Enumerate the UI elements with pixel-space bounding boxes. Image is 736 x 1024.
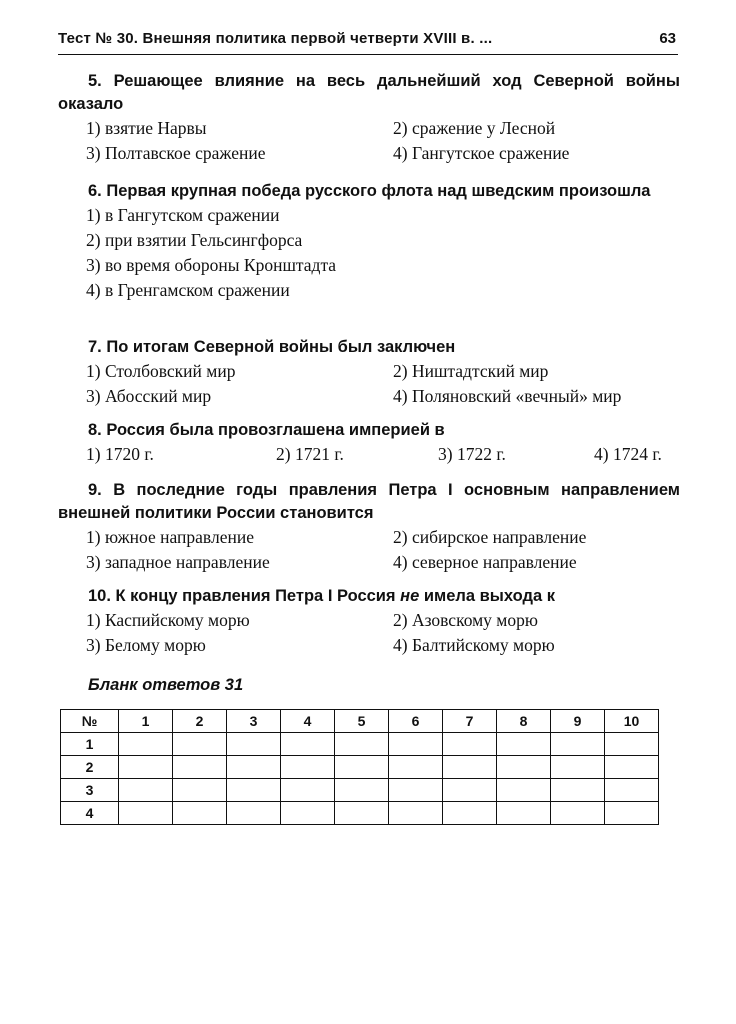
answer-cell[interactable] xyxy=(389,733,443,756)
question-text: 6. Первая крупная победа русского флота над шведским произошла xyxy=(88,182,651,200)
answer-cell[interactable] xyxy=(335,802,389,825)
question-text: 5. Решающее влияние на весь дальнейший ход Северной войны оказало xyxy=(58,72,680,113)
answer-cell[interactable] xyxy=(335,756,389,779)
answer-table-row xyxy=(61,779,659,802)
answer-cell[interactable] xyxy=(605,802,659,825)
option: 1) Каспийскому морю xyxy=(86,610,250,630)
option: 1) 1720 г. xyxy=(86,444,154,464)
option: 2) при взятии Гельсингфорса xyxy=(86,230,303,250)
answer-table-column-header: 5 xyxy=(335,710,389,733)
option: 1) южное направление xyxy=(86,527,254,547)
answer-cell[interactable] xyxy=(335,779,389,802)
option: 1) взятие Нарвы xyxy=(86,118,207,138)
answer-cell[interactable] xyxy=(551,779,605,802)
answer-table-row xyxy=(61,756,659,779)
answer-table-header-row xyxy=(61,710,659,733)
answer-cell[interactable] xyxy=(227,802,281,825)
answer-cell[interactable] xyxy=(497,756,551,779)
answer-cell[interactable] xyxy=(443,802,497,825)
answer-cell[interactable] xyxy=(497,733,551,756)
question-7 xyxy=(58,336,680,409)
answer-table-row-header: 3 xyxy=(61,779,119,802)
answer-cell[interactable] xyxy=(443,779,497,802)
option: 4) Балтийскому морю xyxy=(393,635,555,655)
option: 3) Абосский мир xyxy=(86,386,212,406)
answer-cell[interactable] xyxy=(173,802,227,825)
question-text-start: 10. К концу правления Петра I Россия xyxy=(88,587,401,605)
answer-table-column-header: 10 xyxy=(605,710,659,733)
option: 2) 1721 г. xyxy=(276,444,344,464)
answer-table-corner: № xyxy=(61,710,119,733)
answer-table-row xyxy=(61,802,659,825)
running-header xyxy=(58,30,678,55)
question-9 xyxy=(58,479,680,575)
answer-cell[interactable] xyxy=(119,733,173,756)
answer-cell[interactable] xyxy=(227,733,281,756)
answer-table-column-header: 8 xyxy=(497,710,551,733)
answer-cell[interactable] xyxy=(119,779,173,802)
option: 3) во время обороны Кронштадта xyxy=(86,255,337,275)
answer-table-row-header: 2 xyxy=(61,756,119,779)
answer-table-column-header: 2 xyxy=(173,710,227,733)
option: 2) сибирское направление xyxy=(393,527,587,547)
option: 4) северное направление xyxy=(393,552,577,572)
answer-cell[interactable] xyxy=(551,802,605,825)
option: 3) 1722 г. xyxy=(438,444,506,464)
question-text: 9. В последние годы правления Петра I основным направлением внешней политики России становится xyxy=(58,481,680,522)
question-6 xyxy=(58,180,680,303)
option: 4) Поляновский «вечный» мир xyxy=(393,386,622,406)
option: 2) Ништадтский мир xyxy=(393,361,549,381)
option: 4) 1724 г. xyxy=(594,444,662,464)
answer-cell[interactable] xyxy=(173,779,227,802)
answer-cell[interactable] xyxy=(551,733,605,756)
answer-cell[interactable] xyxy=(605,733,659,756)
answer-cell[interactable] xyxy=(497,779,551,802)
answer-table-row-header: 4 xyxy=(61,802,119,825)
answer-cell[interactable] xyxy=(281,779,335,802)
answer-table-column-header: 3 xyxy=(227,710,281,733)
page-number: 63 xyxy=(659,30,676,47)
answer-table-row xyxy=(61,733,659,756)
answer-cell[interactable] xyxy=(173,733,227,756)
answer-cell[interactable] xyxy=(389,802,443,825)
answer-cell[interactable] xyxy=(497,802,551,825)
answer-cell[interactable] xyxy=(605,756,659,779)
answer-cell[interactable] xyxy=(605,779,659,802)
answer-table-column-header: 9 xyxy=(551,710,605,733)
question-8 xyxy=(58,419,680,467)
option: 4) Гангутское сражение xyxy=(393,143,570,163)
answer-cell[interactable] xyxy=(173,756,227,779)
answer-table-column-header: 6 xyxy=(389,710,443,733)
question-text-end: имела выхода к xyxy=(419,587,556,605)
option: 3) Белому морю xyxy=(86,635,206,655)
answer-table xyxy=(60,709,659,825)
option: 2) Азовскому морю xyxy=(393,610,538,630)
option: 2) сражение у Лесной xyxy=(393,118,556,138)
answer-cell[interactable] xyxy=(119,802,173,825)
option: 1) в Гангутском сражении xyxy=(86,205,280,225)
answer-blank-title: Бланк ответов 31 xyxy=(88,676,244,694)
option: 4) в Гренгамском сражении xyxy=(86,280,290,300)
answer-cell[interactable] xyxy=(119,756,173,779)
answer-cell[interactable] xyxy=(227,779,281,802)
answer-cell[interactable] xyxy=(227,756,281,779)
answer-cell[interactable] xyxy=(335,733,389,756)
answer-table-column-header: 4 xyxy=(281,710,335,733)
question-text xyxy=(58,585,680,608)
answer-cell[interactable] xyxy=(281,802,335,825)
option: 3) Полтавское сражение xyxy=(86,143,266,163)
question-5 xyxy=(58,70,680,166)
answer-cell[interactable] xyxy=(443,733,497,756)
question-text: 7. По итогам Северной войны был заключен xyxy=(88,338,456,356)
answer-cell[interactable] xyxy=(443,756,497,779)
question-text-emphasis: не xyxy=(400,587,420,605)
answer-cell[interactable] xyxy=(281,756,335,779)
answer-table-row-header: 1 xyxy=(61,733,119,756)
answer-table-column-header: 7 xyxy=(443,710,497,733)
header-title: Тест № 30. Внешняя политика первой четверти XVIII в. ... xyxy=(58,30,493,47)
answer-table-column-header: 1 xyxy=(119,710,173,733)
answer-cell[interactable] xyxy=(389,756,443,779)
option: 3) западное направление xyxy=(86,552,270,572)
answer-cell[interactable] xyxy=(551,756,605,779)
option: 1) Столбовский мир xyxy=(86,361,236,381)
question-text: 8. Россия была провозглашена империей в xyxy=(88,421,445,439)
question-10 xyxy=(58,585,680,658)
answer-cell[interactable] xyxy=(281,733,335,756)
answer-cell[interactable] xyxy=(389,779,443,802)
